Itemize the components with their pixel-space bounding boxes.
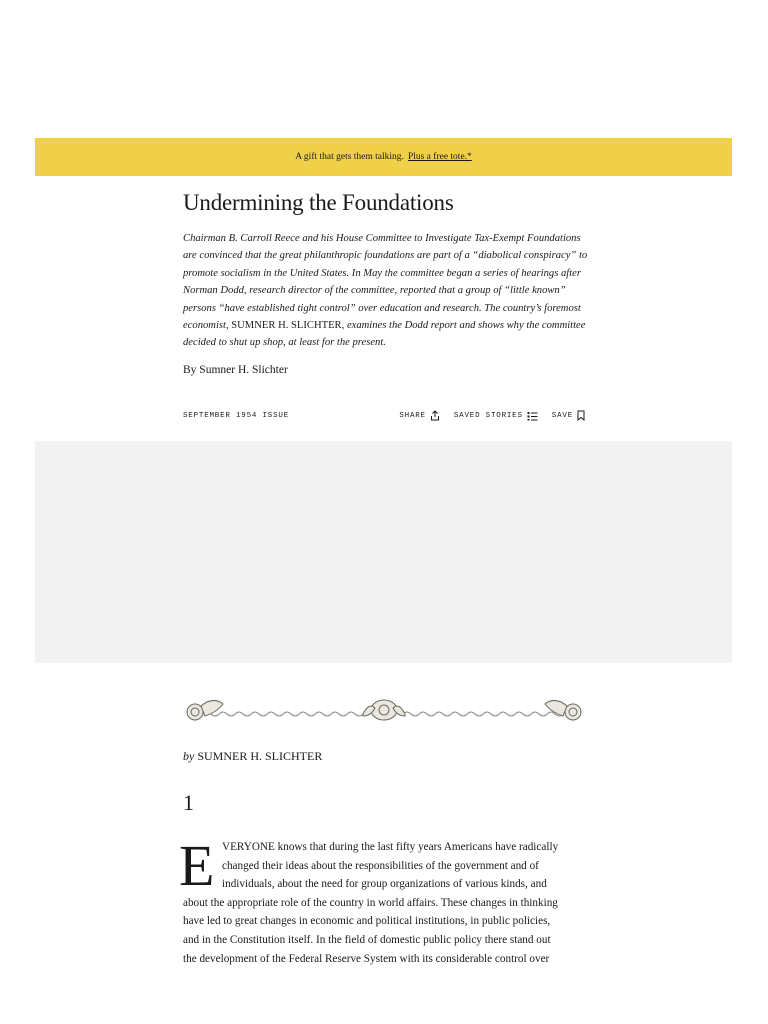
article-author-line [183,749,322,764]
issue-link[interactable]: SEPTEMBER 1954 ISSUE [183,412,290,420]
dek-text-1: Chairman B. Carroll Reece and his House Committee to Investigate Tax-Exempt Foundations are convinced that the great philanthropic foundations are part of a “diabolical conspiracy” to promote socialism in the United States. In May the committee began a series of hearings after Norman Dodd, research director of the committee, reported that a group of “little known” persons “have established tight control” over education and research. The country’s foremost economist, [183,233,588,332]
promo-text: A gift that gets them talking. [295,152,404,162]
article-body [183,838,575,968]
ornament-scroll-right [545,700,581,720]
ornament-scroll-center [363,700,405,720]
bookmark-icon [577,410,585,421]
ornament-divider [183,690,585,730]
body-line: the development of the Federal Reserve System with its considerable control over [183,952,550,965]
author-name: SUMNER H. SLICHTER [197,749,323,763]
by-prefix: by [183,749,195,763]
body-line: VERYONE knows that during the last fifty years Americans have radically [222,841,559,853]
share-button[interactable] [399,410,440,421]
article-dek [183,230,588,352]
promo-banner [35,138,732,176]
share-icon [430,410,440,421]
ad-placeholder [35,441,732,663]
article-actions [399,410,585,421]
ornament-scroll-left [187,700,223,720]
dek-text-2: examines the Dodd report and shows why the committee decided to shut up shop, at least for the present. [183,320,586,349]
share-label: SHARE [399,411,426,420]
section-number: 1 [183,790,194,815]
drop-cap: E [179,833,215,898]
promo-link[interactable]: Plus a free tote.* [407,152,472,162]
save-button[interactable] [552,410,585,421]
saved-stories-label: SAVED STORIES [453,411,523,420]
body-line: and in the Constitution itself. In the field of domestic public policy there stand out [183,933,551,946]
body-line: changed their ideas about the responsibilities of the government and of [222,859,539,872]
save-label: SAVE [551,411,573,420]
list-icon [527,411,538,421]
saved-stories-button[interactable] [454,411,538,421]
article-title: Undermining the Foundations [183,190,454,215]
body-line: about the appropriate role of the country in world affairs. These changes in thinking [183,896,558,909]
body-line: individuals, about the need for group organizations of various kinds, and [222,878,547,891]
byline[interactable]: By Sumner H. Slichter [183,364,288,376]
dek-author: SUMNER H. SLICHTER, [231,320,345,332]
body-line: have led to great changes in economic and political institutions, in public policies, [183,915,551,928]
article-meta-bar [183,410,585,424]
